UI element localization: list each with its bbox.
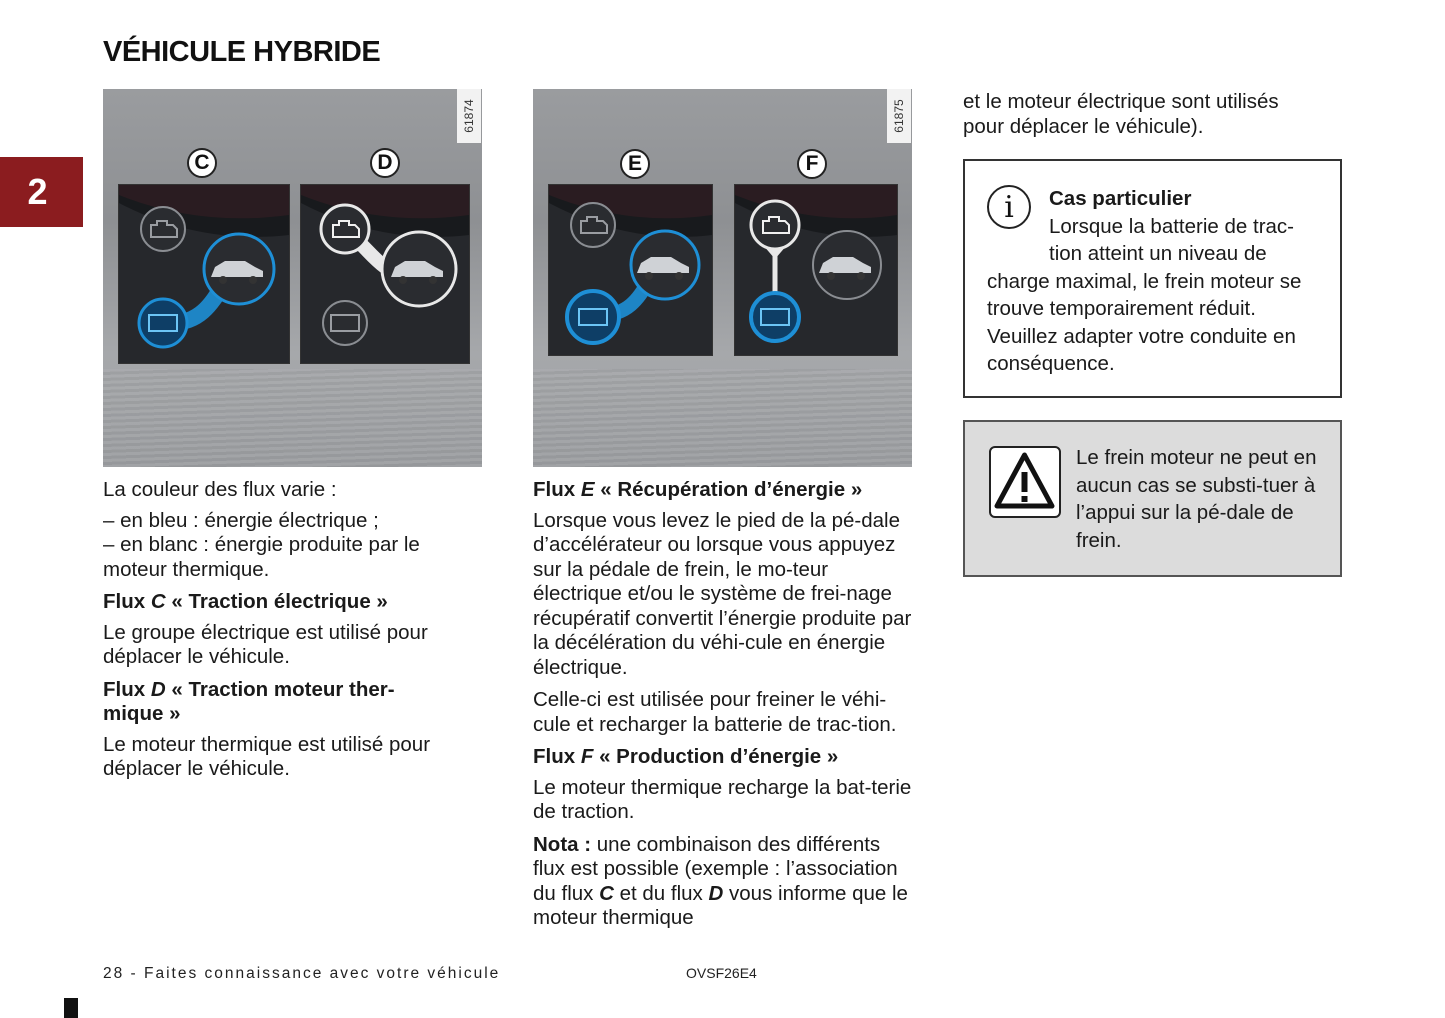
battery-icon [751,293,799,341]
flux-e-text: Lorsque vous levez le pied de la pé-dale d’accélérateur ou lorsque vous appuyez sur la pédale de frein, le mo-teur électrique et/ou le système de frei-nage récupératif convertit l’énergie produite par la décélération du véhi-cule en énergie électrique. [533,508,912,679]
chapter-tab [0,157,83,227]
battery-icon [139,299,187,347]
battery-icon [323,301,367,345]
display-screen-e [548,184,713,356]
car-icon [204,234,274,304]
illustration-ref-tag: 61874 [457,89,481,143]
illustration-flux-e-f [533,89,912,467]
flux-c-text: Le groupe électrique est utilisé pour déplacer le véhicule. [103,620,428,668]
continuation-text: et le moteur électrique sont utilisés pour déplacer le véhicule). [963,90,1279,138]
page-footer: 28 - Faites connaissance avec votre véhicule [103,965,501,982]
engine-icon [571,203,615,247]
nota-text: Nota : une combinaison des différents flux est possible (exemple : l’association du flux C et du flux D vous informe que le moteur thermique [533,832,908,929]
column-3 [963,90,1323,147]
chapter-number: 2 [27,171,48,212]
car-icon [382,232,456,306]
flux-f-heading: Flux F « Production d’énergie » [533,745,839,768]
list-item: – en blanc : énergie produite par le moteur thermique. [103,533,420,581]
flux-d-heading: Flux D « Traction moteur ther-mique » [103,677,395,725]
flux-letter-e: E [620,149,650,179]
flux-d-text: Le moteur thermique est utilisé pour déplacer le véhicule. [103,732,431,780]
flux-letter-f: F [797,149,827,179]
info-text-indented: Lorsque la batterie de trac-tion atteint un niveau de [1049,214,1294,265]
engine-icon [321,205,369,253]
warning-text: Le frein moteur ne peut en aucun cas se substi-tuer à l’appui sur la pé-dale de frein. [1076,446,1317,552]
info-text [987,185,1322,378]
flux-e-text-2: Celle-ci est utilisée pour freiner le véhi-cule et recharger la batterie de trac-tion. [533,688,897,736]
crop-mark [64,998,78,1018]
warning-triangle-icon [989,446,1061,518]
engine-icon [751,201,799,249]
car-icon [813,231,881,299]
page-title: VÉHICULE HYBRIDE [103,36,381,68]
column-2 [533,478,913,939]
warning-box [963,420,1342,577]
flux-colour-intro: La couleur des flux varie : [103,478,337,501]
illustration-flux-c-d [103,89,482,467]
car-icon [631,231,699,299]
info-box [963,159,1342,398]
info-title: Cas particulier [1049,187,1192,210]
flux-e-heading: Flux E « Récupération d’énergie » [533,478,863,501]
column-1 [103,478,483,790]
engine-icon [141,207,185,251]
list-item: – en bleu : énergie électrique ; [103,508,379,532]
battery-icon [567,291,619,343]
illustration-ref-tag: 61875 [887,89,911,143]
display-screen-d [300,184,470,364]
display-screen-c [118,184,290,364]
flux-letter-d: D [370,148,400,178]
display-screen-f [734,184,898,356]
flux-c-heading: Flux C « Traction électrique » [103,590,388,613]
info-icon: i [987,185,1031,229]
info-text-rest: charge maximal, le frein moteur se trouve temporairement réduit. Veuillez adapter votre conduite en conséquence. [987,269,1302,375]
flux-letter-c: C [187,148,217,178]
footer-code: OVSF26E4 [686,965,757,981]
flux-f-text: Le moteur thermique recharge la bat-terie de traction. [533,775,912,823]
